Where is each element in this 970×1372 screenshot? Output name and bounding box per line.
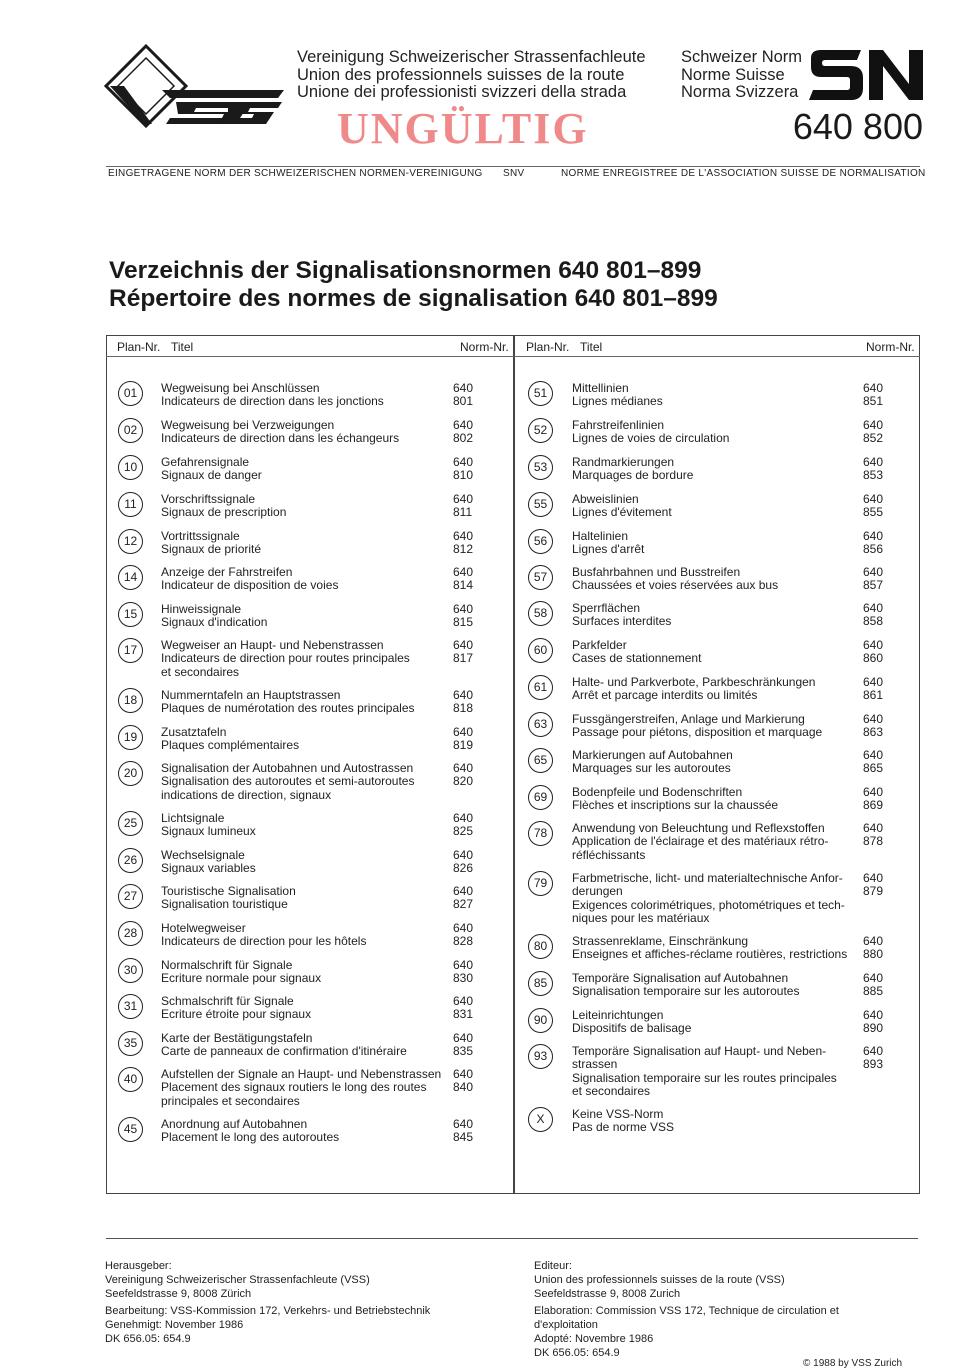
entry-title-continued: Flèches et inscriptions sur la chaussée (572, 798, 779, 813)
entry-title: Touristische Signalisation (161, 884, 296, 898)
header-title-left: Titel (171, 340, 194, 354)
footer-publisher-fr (534, 1260, 839, 1361)
plan-number-badge: X (528, 1107, 553, 1132)
entry-title: Mittellinien (572, 381, 629, 395)
entry-title-continued: Signaux de priorité (161, 542, 262, 557)
entry-title: Halte- und Parkverbote, Parkbeschränkungen (572, 675, 816, 689)
entry-title-continued: Indicateurs de direction dans les échangeurs (161, 431, 400, 446)
entry-title-continued: Signaux de prescription (161, 505, 287, 520)
plan-number-badge: 90 (528, 1008, 553, 1033)
header-norm-left: Norm-Nr. (460, 340, 509, 354)
entry-title: Bodenpfeile und Bodenschriften (572, 785, 743, 799)
entry-title-continued: Signaux d'indication (161, 615, 268, 630)
footer-line: Herausgeber: (105, 1260, 172, 1272)
entry-norm-number: 640 817 (453, 638, 474, 666)
plan-number-badge: 45 (118, 1117, 143, 1142)
entry-title-continued: principales et secondaires (161, 1093, 300, 1108)
plan-number-badge: 31 (118, 994, 143, 1019)
entry-norm-number: 640 853 (863, 455, 884, 483)
entry-title-continued: Signalisation des autoroutes et semi-autoroutes (161, 774, 415, 789)
registration-divider (106, 166, 920, 167)
header-norm-right: Norm-Nr. (866, 340, 915, 354)
plan-number-badge: 12 (118, 529, 143, 554)
plan-number-badge: 26 (118, 848, 143, 873)
entry-norm-number: 640 869 (863, 785, 884, 813)
entry-title: Schmalschrift für Signale (161, 994, 294, 1008)
entry-title: Aufstellen der Signale an Haupt- und Nebenstrassen (161, 1067, 442, 1081)
plan-number-badge: 19 (118, 725, 143, 750)
header-plan-left: Plan-Nr. (117, 340, 161, 354)
entry-norm-number: 640 863 (863, 712, 884, 740)
entry-title-continued: Marquages de bordure (572, 468, 694, 483)
table-column-divider (513, 335, 515, 1194)
entry-title-continued: Lignes de voies de circulation (572, 431, 730, 446)
plan-number-badge: 55 (528, 492, 553, 517)
standard-type-names (681, 49, 802, 102)
sn-name-it: Norma Svizzera (681, 83, 799, 101)
footer-line: d'exploitation (534, 1319, 598, 1332)
plan-number-badge: 80 (528, 934, 553, 959)
entry-title-continued: Ecriture normale pour signaux (161, 971, 322, 986)
entry-title: Randmarkierungen (572, 455, 675, 469)
entry-title-continued: Cases de stationnement (572, 651, 702, 666)
entry-title-continued: Pas de norme VSS (572, 1120, 675, 1135)
plan-number-badge: 58 (528, 601, 553, 626)
plan-number-badge: 11 (118, 492, 143, 517)
entry-title-continued: Lignes d'arrêt (572, 542, 645, 557)
vss-logo (104, 44, 286, 130)
plan-number-badge: 27 (118, 884, 143, 909)
entry-title-continued: Application de l'éclairage et des matériaux rétro- (572, 834, 829, 849)
plan-number-badge: 20 (118, 761, 143, 786)
entry-title-continued: Plaques de numérotation des routes principales (161, 701, 415, 716)
footer-line: Adopté: Novembre 1986 (534, 1332, 654, 1345)
entry-norm-number: 640 830 (453, 958, 474, 986)
sn-name-de: Schweizer Norm (681, 48, 803, 66)
sn-logo (807, 48, 925, 102)
entry-norm-number: 640 802 (453, 418, 474, 446)
entry-title: Sperrflächen (572, 601, 641, 615)
plan-number-badge: 61 (528, 675, 553, 700)
entry-norm-number: 640 812 (453, 529, 474, 557)
entry-norm-number: 640 885 (863, 971, 884, 999)
entry-title-continued: Ecriture étroite pour signaux (161, 1007, 312, 1022)
plan-number-badge: 51 (528, 381, 553, 406)
entry-title: Wegweisung bei Verzweigungen (161, 418, 335, 432)
header-title-right: Titel (580, 340, 603, 354)
footer-line: Vereinigung Schweizerischer Strassenfachleute (VSS) (105, 1273, 370, 1286)
plan-number-badge: 40 (118, 1067, 143, 1092)
entry-title-continued: Signalisation temporaire sur les routes principales (572, 1070, 837, 1085)
entry-title-continued: Signaux variables (161, 861, 256, 876)
entry-title: Lichtsignale (161, 811, 225, 825)
entry-norm-number: 640 893 (863, 1044, 884, 1072)
entry-norm-number: 640 845 (453, 1117, 474, 1145)
plan-number-badge: 69 (528, 785, 553, 810)
entry-title: Hotelwegweiser (161, 921, 246, 935)
entry-norm-number: 640 852 (863, 418, 884, 446)
entry-norm-number: 640 819 (453, 725, 474, 753)
entry-title: Keine VSS-Norm (572, 1107, 664, 1121)
entry-title-continued: Passage pour piétons, disposition et marquage (572, 725, 823, 740)
entry-title-continued: Marquages sur les autoroutes (572, 761, 731, 776)
org-name-fr: Union des professionnels suisses de la route (297, 65, 625, 84)
entry-norm-number: 640 818 (453, 688, 474, 716)
entry-norm-number: 640 811 (453, 492, 474, 520)
footer-line: DK 656.05: 654.9 (105, 1332, 191, 1345)
plan-number-badge: 10 (118, 455, 143, 480)
entry-title-continued: Chaussées et voies réservées aux bus (572, 578, 779, 593)
entry-norm-number: 640 860 (863, 638, 884, 666)
entry-title-continued: Lignes d'évitement (572, 505, 672, 520)
footer-line: Union des professionnels suisses de la route (VSS) (534, 1273, 785, 1286)
plan-number-badge: 17 (118, 638, 143, 663)
entry-title: Haltelinien (572, 529, 629, 543)
footer-divider (106, 1238, 918, 1239)
entry-title: Fussgängerstreifen, Anlage und Markierung (572, 712, 805, 726)
organization-names (297, 49, 646, 102)
entry-norm-number: 640 861 (863, 675, 884, 703)
entry-norm-number: 640 801 (453, 381, 474, 409)
entry-title: Hinweissignale (161, 602, 242, 616)
entry-title: Strassenreklame, Einschränkung (572, 934, 749, 948)
invalid-stamp: UNGÜLTIG (337, 104, 589, 153)
entry-title: Zusatztafeln (161, 725, 227, 739)
plan-number-badge: 35 (118, 1031, 143, 1056)
registration-right: NORME ENREGISTREE DE L'ASSOCIATION SUISSE DE NORMALISATION (561, 168, 926, 179)
entry-norm-number: 640 855 (863, 492, 884, 520)
entry-norm-number: 640 831 (453, 994, 474, 1022)
plan-number-badge: 56 (528, 529, 553, 554)
entry-title-continued: Carte de panneaux de confirmation d'itinéraire (161, 1044, 407, 1059)
entry-title-continued: indications de direction, signaux (161, 787, 332, 802)
footer-line: DK 656.05: 654.9 (534, 1346, 620, 1359)
entry-title: Nummerntafeln an Hauptstrassen (161, 688, 341, 702)
entry-title-continued: Indicateurs de direction dans les jonctions (161, 394, 384, 409)
norm-number: 640 800 (792, 106, 923, 147)
entry-title: Farbmetrische, licht- und materialtechnische Anfor- (572, 871, 843, 885)
entry-norm-number: 640 880 (863, 934, 884, 962)
footer-line: Bearbeitung: VSS-Kommission 172, Verkehrs- und Betriebstechnik (105, 1305, 431, 1318)
plan-number-badge: 78 (528, 821, 553, 846)
entry-title: Markierungen auf Autobahnen (572, 748, 733, 762)
copyright: © 1988 by VSS Zurich (803, 1358, 903, 1369)
registration-snv: SNV (503, 168, 525, 179)
entry-norm-number: 640 879 (863, 871, 884, 899)
entry-norm-number: 640 810 (453, 455, 474, 483)
entry-title: Busfahrbahnen und Busstreifen (572, 565, 741, 579)
entry-title-continued: Enseignes et affiches-réclame routières, restrictions (572, 947, 848, 962)
entry-title-continued: Surfaces interdites (572, 614, 672, 629)
entry-title-continued: Signaux lumineux (161, 824, 256, 839)
entry-title-continued: derungen (572, 884, 623, 899)
entry-norm-number: 640 865 (863, 748, 884, 776)
entry-title-continued: et secondaires (161, 664, 240, 679)
entry-norm-number: 640 856 (863, 529, 884, 557)
entry-title: Wegweisung bei Anschlüssen (161, 381, 320, 395)
entry-title-continued: Signalisation temporaire sur les autoroutes (572, 984, 800, 999)
entry-title-continued: Lignes médianes (572, 394, 663, 409)
plan-number-badge: 25 (118, 811, 143, 836)
plan-number-badge: 02 (118, 418, 143, 443)
entry-norm-number: 640 851 (863, 381, 884, 409)
title-fr: Répertoire des normes de signalisation 640 801–899 (109, 285, 718, 312)
org-name-it: Unione dei professionisti svizzeri della strada (297, 83, 627, 101)
registration-left: EINGETRAGENE NORM DER SCHWEIZERISCHEN NORMEN-VEREINIGUNG (108, 168, 483, 179)
footer-publisher-de (105, 1260, 430, 1347)
entry-title-continued: strassen (572, 1057, 618, 1072)
plan-number-badge: 60 (528, 638, 553, 663)
entry-title: Vortrittssignale (161, 529, 240, 543)
entry-title: Abweislinien (572, 492, 639, 506)
entry-title: Wechselsignale (161, 848, 245, 862)
entry-title-continued: Indicateurs de direction pour les hôtels (161, 934, 367, 949)
entry-title: Karte der Bestätigungstafeln (161, 1031, 313, 1045)
entry-norm-number: 640 878 (863, 821, 884, 849)
plan-number-badge: 15 (118, 602, 143, 627)
entry-norm-number: 640 814 (453, 565, 474, 593)
entry-title-continued: niques pour les matériaux (572, 911, 710, 926)
page-title (109, 257, 718, 313)
entry-title: Anordnung auf Autobahnen (161, 1117, 308, 1131)
org-name-de: Vereinigung Schweizerischer Strassenfachleute (297, 48, 646, 66)
sn-name-fr: Norme Suisse (681, 65, 785, 84)
plan-number-badge: 52 (528, 418, 553, 443)
entry-title: Gefahrensignale (161, 455, 250, 469)
footer-line: Editeur: (534, 1260, 572, 1272)
entry-title-continued: Indicateurs de direction pour routes principales (161, 651, 410, 666)
entry-norm-number: 640 835 (453, 1031, 474, 1059)
plan-number-badge: 14 (118, 565, 143, 590)
entry-title-continued: Exigences colorimétriques, photométriques et tech- (572, 897, 845, 912)
entry-title-continued: Indicateur de disposition de voies (161, 578, 339, 593)
entry-title: Leiteinrichtungen (572, 1008, 664, 1022)
plan-number-badge: 53 (528, 455, 553, 480)
plan-number-badge: 57 (528, 565, 553, 590)
entry-title: Fahrstreifenlinien (572, 418, 665, 432)
entry-norm-number: 640 857 (863, 565, 884, 593)
plan-number-badge: 85 (528, 971, 553, 996)
entry-title: Temporäre Signalisation auf Haupt- und Neben- (572, 1044, 827, 1058)
entry-norm-number: 640 828 (453, 921, 474, 949)
table-header-divider (106, 356, 920, 357)
entry-norm-number: 640 858 (863, 601, 884, 629)
entry-title: Vorschriftssignale (161, 492, 256, 506)
plan-number-badge: 63 (528, 712, 553, 737)
entry-title-continued: Signalisation touristique (161, 897, 288, 912)
footer-line: Seefeldstrasse 9, 8008 Zürich (105, 1287, 252, 1300)
entry-title: Temporäre Signalisation auf Autobahnen (572, 971, 789, 985)
entry-title-continued: Arrêt et parcage interdits ou limités (572, 688, 758, 703)
plan-number-badge: 28 (118, 921, 143, 946)
entry-title-continued: Placement des signaux routiers le long des routes (161, 1080, 427, 1095)
entry-title-continued: et secondaires (572, 1084, 651, 1099)
entry-title: Normalschrift für Signale (161, 958, 293, 972)
entry-title-continued: Dispositifs de balisage (572, 1021, 692, 1036)
plan-number-badge: 30 (118, 958, 143, 983)
plan-number-badge: 18 (118, 688, 143, 713)
plan-number-badge: 79 (528, 871, 553, 896)
entry-norm-number: 640 815 (453, 602, 474, 630)
entry-norm-number: 640 826 (453, 848, 474, 876)
entry-title: Parkfelder (572, 638, 627, 652)
plan-number-badge: 01 (118, 381, 143, 406)
title-de: Verzeichnis der Signalisationsnormen 640 801–899 (109, 257, 702, 284)
footer-line: Elaboration: Commission VSS 172, Technique de circulation et (534, 1305, 839, 1318)
entry-title: Signalisation der Autobahnen und Autostrassen (161, 761, 414, 775)
header-plan-right: Plan-Nr. (526, 340, 570, 354)
entry-title: Anzeige der Fahrstreifen (161, 565, 293, 579)
entry-norm-number: 640 840 (453, 1067, 474, 1095)
entry-norm-number: 640 890 (863, 1008, 884, 1036)
entry-title-continued: Placement le long des autoroutes (161, 1130, 340, 1145)
entry-norm-number: 640 820 (453, 761, 474, 789)
entry-norm-number: 640 827 (453, 884, 474, 912)
entry-title: Wegweiser an Haupt- und Nebenstrassen (161, 638, 384, 652)
plan-number-badge: 93 (528, 1044, 553, 1069)
entry-title-continued: Plaques complémentaires (161, 738, 300, 753)
entry-title-continued: réfléchissants (572, 847, 646, 862)
plan-number-badge: 65 (528, 748, 553, 773)
footer-line: Seefeldstrasse 9, 8008 Zurich (534, 1287, 681, 1300)
entry-norm-number: 640 825 (453, 811, 474, 839)
entry-title-continued: Signaux de danger (161, 468, 262, 483)
footer-line: Genehmigt: November 1986 (105, 1319, 244, 1332)
entry-title: Anwendung von Beleuchtung und Reflexstoffen (572, 821, 825, 835)
